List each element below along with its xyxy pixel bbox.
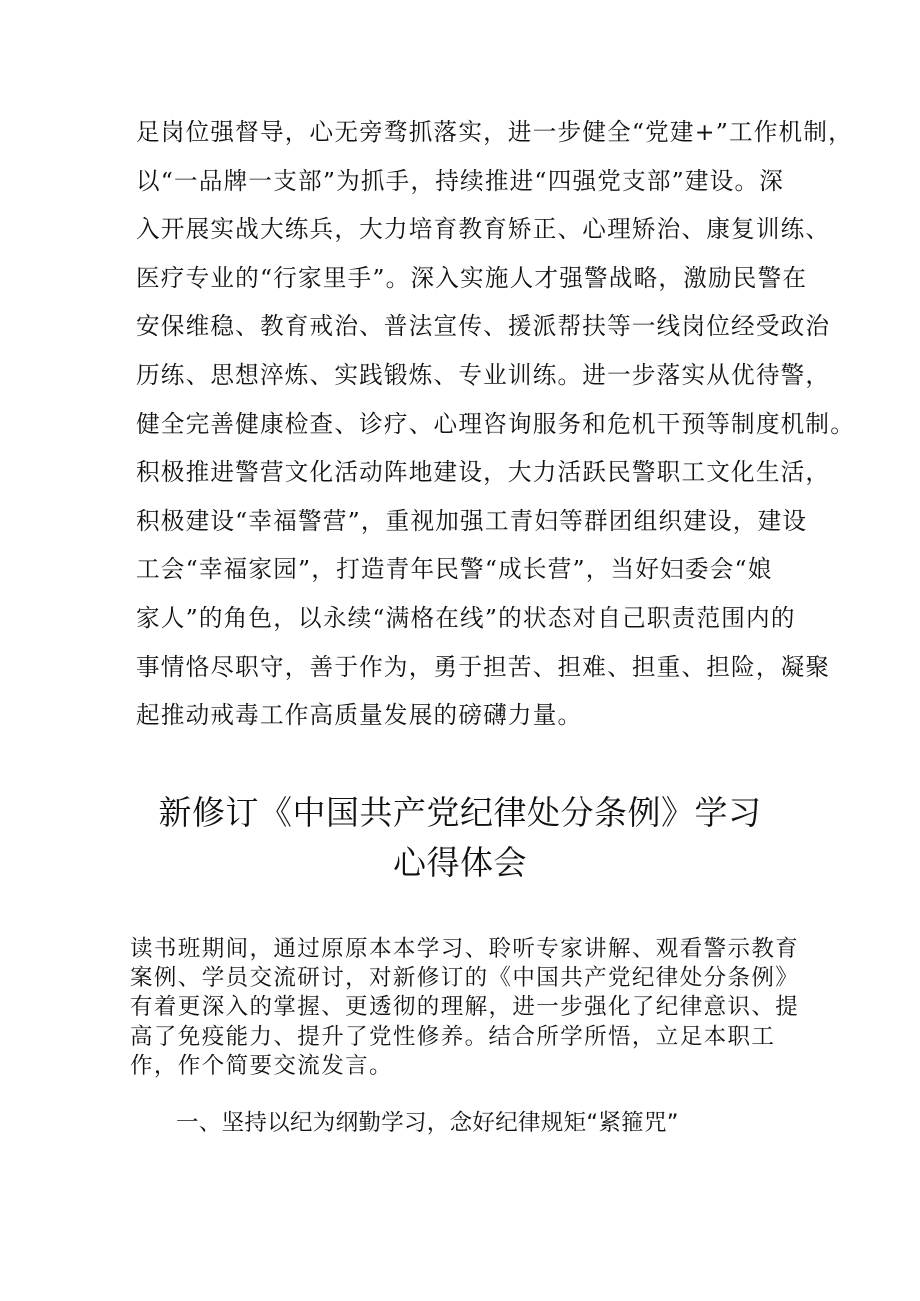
section-heading: 一、坚持以纪为纲勤学习，念好纪律规矩“紧箍咒” — [176, 1110, 679, 1136]
text-line: 以“一品牌一支部”为抓手，持续推进“四强党支部”建设。深 — [136, 166, 785, 195]
text-line: 事情恪尽职守，善于作为，勇于担苦、担难、担重、担险，凝聚 — [136, 652, 831, 681]
article-title-line-1: 新修订《中国共产党纪律处分条例》学习 — [158, 793, 762, 832]
article-title — [0, 788, 920, 888]
text-line: 医疗专业的“行家里手”。深入实施人才强警战略，激励民警在 — [136, 263, 808, 292]
text-line: 积极建设“幸福警营”，重视加强工青妇等群团组织建设，建设 — [136, 506, 808, 535]
body-paragraph — [136, 108, 856, 740]
text-line: 安保维稳、教育戒治、普法宣传、援派帮扶等一线岗位经受政治 — [136, 312, 831, 341]
text-line: 足岗位强督导，心无旁骛抓落实，进一步健全“党建+”工作机制， — [136, 118, 853, 146]
text-line: 作，作个简要交流发言。 — [130, 1052, 393, 1079]
intro-paragraph — [130, 935, 810, 1081]
article-title-line-2: 心得体会 — [393, 843, 527, 882]
text-line: 读书班期间，通过原原本本学习、聆听专家讲解、观看警示教育 — [130, 936, 800, 962]
text-line: 有着更深入的掌握、更透彻的理解，进一步强化了纪律意识、提 — [130, 994, 800, 1021]
text-line: 健全完善健康检查、诊疗、心理咨询服务和危机干预等制度机制。 — [136, 409, 856, 438]
text-line: 入开展实战大练兵，大力培育教育矫正、心理矫治、康复训练、 — [136, 215, 831, 244]
text-line: 起推动戒毒工作高质量发展的磅礴力量。 — [136, 701, 583, 730]
text-line: 积极推进警营文化活动阵地建设，大力活跃民警职工文化生活， — [136, 458, 831, 487]
text-line: 案例、学员交流研讨，对新修订的《中国共产党纪律处分条例》 — [130, 965, 800, 992]
text-line: 高了免疫能力、提升了党性修养。结合所学所悟，立足本职工 — [130, 1023, 776, 1050]
text-line: 历练、思想淬炼、实践锻炼、专业训练。进一步落实从优待警， — [136, 360, 831, 389]
text-line: 工会“幸福家园”，打造青年民警“成长营”，当好妇委会“娘 — [136, 555, 773, 584]
text-line: 家人”的角色，以永续“满格在线”的状态对自己职责范围内的 — [136, 603, 796, 632]
